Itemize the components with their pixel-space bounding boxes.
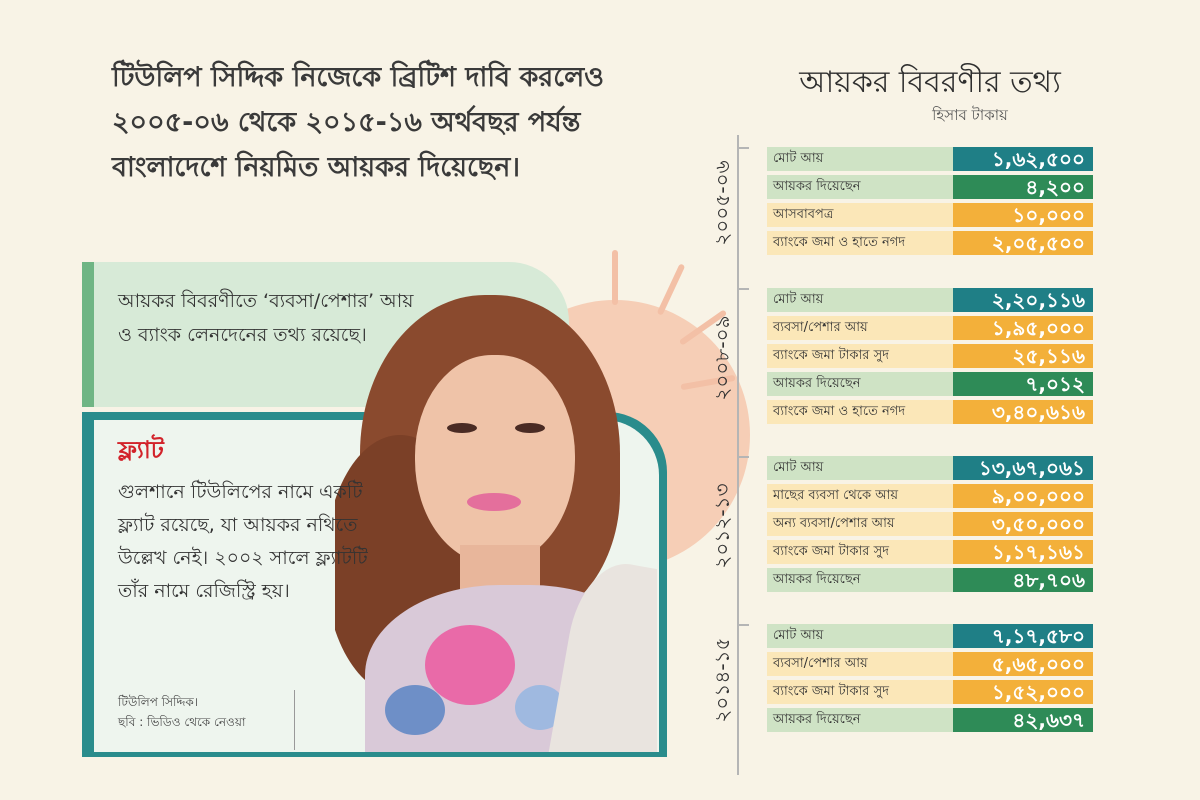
tax-row-label: মোট আয় [767, 624, 953, 648]
tax-row-value: ১৩,৬৭,০৬১ [953, 456, 1093, 480]
caption-credit: ছবি : ভিডিও থেকে নেওয়া [118, 715, 246, 729]
tax-row-label: ব্যাংকে জমা টাকার সুদ [767, 344, 953, 368]
income-info-text: আয়কর বিবরণীতে ‘ব্যবসা/পেশার’ আয় ও ব্যাংক লেনদেনের তথ্য রয়েছে। [118, 290, 414, 346]
tax-row-label: মোট আয় [767, 456, 953, 480]
timeline-tick [739, 288, 749, 290]
tax-subtitle: হিসাব টাকায় [932, 106, 1008, 124]
tax-row-label: আসবাবপত্র [767, 203, 953, 227]
portrait-eye [447, 423, 477, 433]
tax-row-label: আয়কর দিয়েছেন [767, 708, 953, 732]
tax-row-value: ৪২,৬৩৭ [953, 708, 1093, 732]
tax-row-value: ৭,০১২ [953, 372, 1093, 396]
portrait-photo [335, 265, 657, 752]
flat-text: গুলশানে টিউলিপের নামে একটি ফ্ল্যাট রয়েছে, যা আয়কর নথিতে উল্লেখ নেই। ২০০২ সালে ফ্ল্যাটটি তাঁর নামে রেজিস্ট্রি হয়। [118, 481, 368, 602]
tax-row-value: ১,৬২,৫০০ [953, 147, 1093, 171]
tax-row-value: ৪৮,৭০৬ [953, 568, 1093, 592]
tax-row-value: ১০,০০০ [953, 203, 1093, 227]
portrait-eye [515, 423, 545, 433]
year-label: ২০০৮-০৯ [710, 315, 734, 401]
tax-row-value: ৪,২০০ [953, 175, 1093, 199]
tax-row-value: ৫,৬৫,০০০ [953, 652, 1093, 676]
tax-row-label: আয়কর দিয়েছেন [767, 372, 953, 396]
year-label: ২০০৫-০৬ [710, 160, 734, 246]
tax-row-label: মোট আয় [767, 147, 953, 171]
tax-row-label: ব্যবসা/পেশার আয় [767, 652, 953, 676]
tax-row-label: ব্যাংকে জমা ও হাতে নগদ [767, 400, 953, 424]
headline: টিউলিপ সিদ্দিক নিজেকে ব্রিটিশ দাবি করলেও ২০০৫-০৬ থেকে ২০১৫-১৬ অর্থবছর পর্যন্ত বাংলাদেশে নিয়মিত আয়কর দিয়েছেন। [112, 62, 605, 183]
tax-row-value: ৩,৫০,০০০ [953, 512, 1093, 536]
tax-row-value: ২৫,১১৬ [953, 344, 1093, 368]
tax-row-value: ১,৫২,০০০ [953, 680, 1093, 704]
photo-caption [118, 692, 318, 732]
timeline-line [737, 135, 739, 775]
portrait-face [415, 355, 575, 565]
tax-row-label: আয়কর দিয়েছেন [767, 175, 953, 199]
portrait-lips [467, 493, 521, 511]
tax-row-value: ১,১৭,১৬১ [953, 540, 1093, 564]
tax-row-value: ৩,৪০,৬১৬ [953, 400, 1093, 424]
timeline-tick [739, 147, 749, 149]
tax-row-label: মোট আয় [767, 288, 953, 312]
tax-row-label: ব্যাংকে জমা টাকার সুদ [767, 680, 953, 704]
tax-row-value: ৭,১৭,৫৮০ [953, 624, 1093, 648]
tax-row-value: ২,২০,১১৬ [953, 288, 1093, 312]
tax-row-label: ব্যবসা/পেশার আয় [767, 316, 953, 340]
tax-row-value: ১,৯৫,০০০ [953, 316, 1093, 340]
year-label: ২০১৪-১৫ [710, 637, 734, 723]
tax-row-label: ব্যাংকে জমা ও হাতে নগদ [767, 231, 953, 255]
dress-flower [425, 625, 515, 705]
caption-name: টিউলিপ সিদ্দিক। [118, 695, 199, 709]
sun-ray [657, 263, 686, 315]
flat-title: ফ্ল্যাট [118, 436, 164, 464]
tax-row-value: ২,০৫,৫০০ [953, 231, 1093, 255]
tax-row-label: মাছের ব্যবসা থেকে আয় [767, 484, 953, 508]
timeline-tick [739, 456, 749, 458]
year-label: ২০১২-১৩ [710, 483, 734, 569]
tax-title: আয়কর বিবরণীর তথ্য [799, 65, 1061, 100]
timeline-tick [739, 624, 749, 626]
dress-flower [385, 685, 445, 735]
tax-row-label: অন্য ব্যবসা/পেশার আয় [767, 512, 953, 536]
tax-row-label: আয়কর দিয়েছেন [767, 568, 953, 592]
tax-row-value: ৯,০০,০০০ [953, 484, 1093, 508]
tax-row-label: ব্যাংকে জমা টাকার সুদ [767, 540, 953, 564]
caption-divider [294, 690, 295, 750]
